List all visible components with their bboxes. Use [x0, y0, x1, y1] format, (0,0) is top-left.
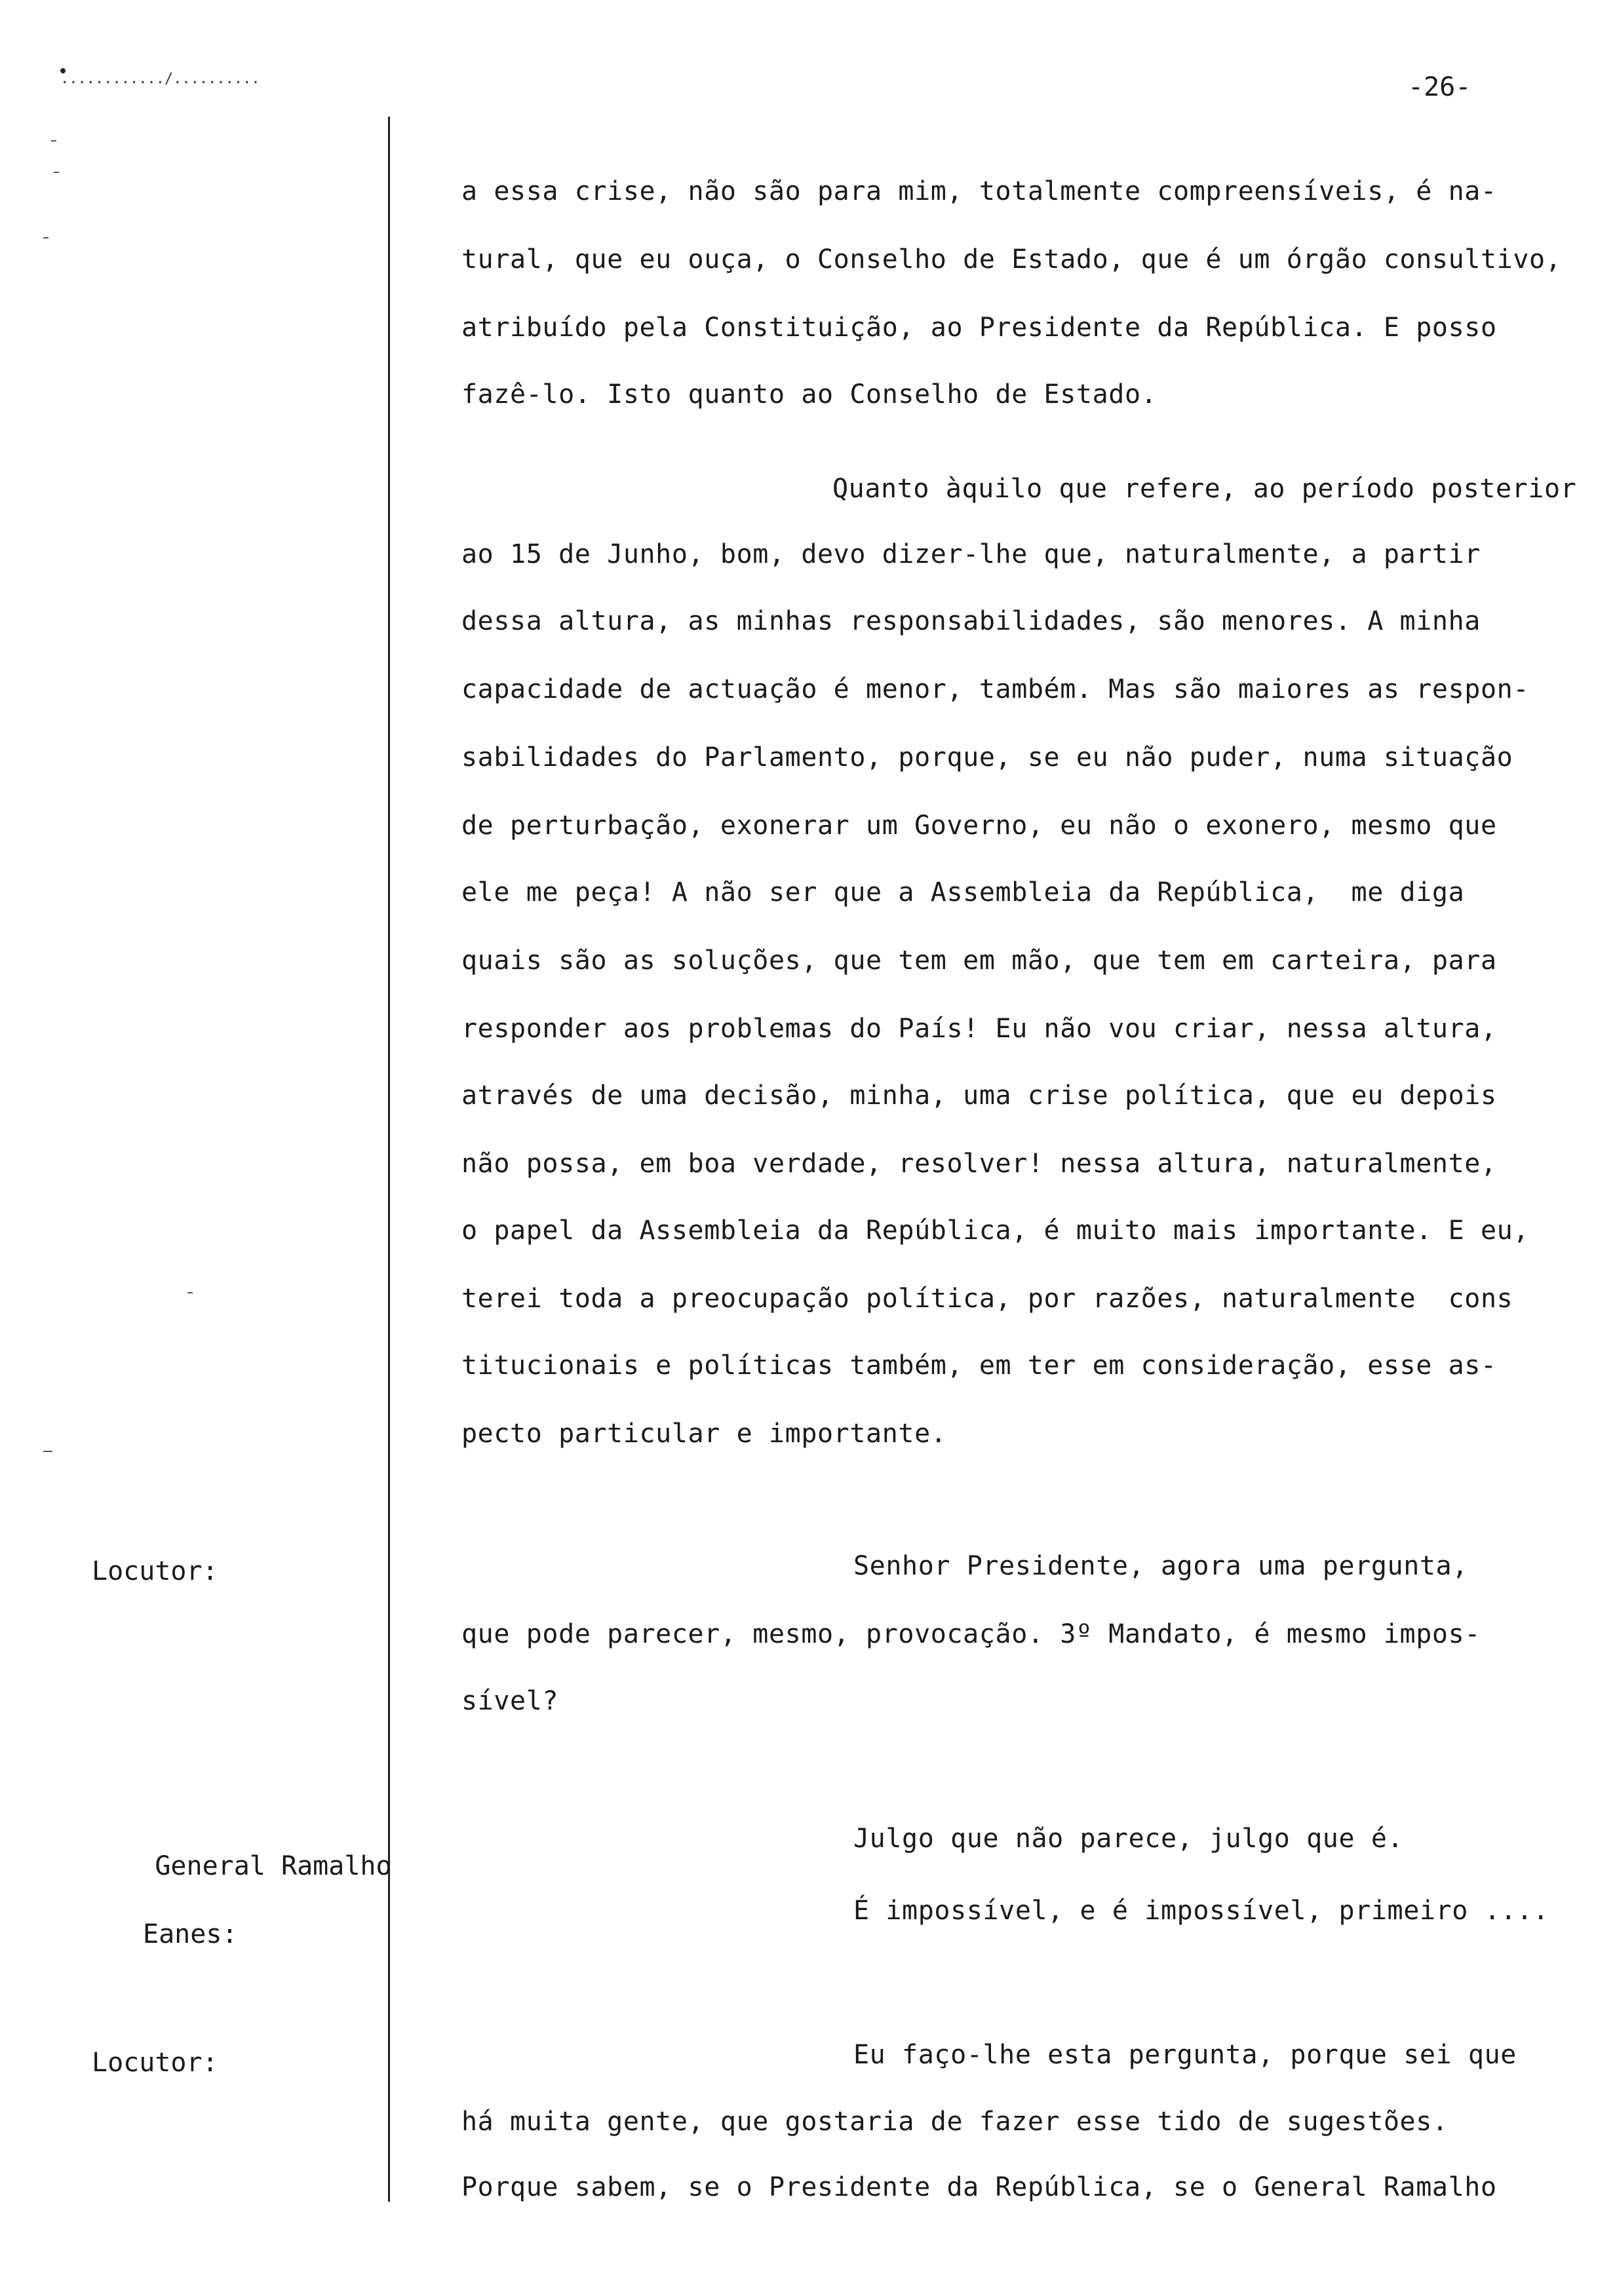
- text-line: fazê-lo. Isto quanto ao Conselho de Estado.: [461, 379, 1158, 410]
- margin-tick: [43, 1451, 52, 1452]
- text-line: Julgo que não parece, julgo que é.: [853, 1824, 1404, 1854]
- margin-tick: [43, 237, 49, 239]
- text-line: através de uma decisão, minha, uma crise política, que eu depois: [461, 1081, 1497, 1111]
- text-line: Quanto àquilo que refere, ao período posterior: [832, 474, 1577, 504]
- text-line: responder aos problemas do País! Eu não vou criar, nessa altura,: [461, 1014, 1497, 1044]
- text-line: sabilidades do Parlamento, porque, se eu não puder, numa situação: [461, 742, 1513, 773]
- speaker-name-line2: Eanes:: [143, 1919, 238, 1949]
- speaker-label: Locutor:: [92, 2048, 218, 2078]
- text-line: Porque sabem, se o Presidente da República, se o General Ramalho: [461, 2172, 1497, 2202]
- text-line: o papel da Assembleia da República, é muito mais importante. E eu,: [461, 1215, 1530, 1246]
- text-line: É impossível, e é impossível, primeiro ....: [853, 1896, 1549, 1926]
- margin-tick: [187, 1292, 193, 1293]
- top-mark: ............/..........: [60, 71, 260, 87]
- text-line: dessa altura, as minhas responsabilidades, são menores. A minha: [461, 606, 1481, 636]
- speaker-label: [92, 1827, 392, 2000]
- margin-tick: [51, 140, 56, 142]
- text-line: a essa crise, não são para mim, totalmente compreensíveis, é na-: [461, 176, 1497, 206]
- text-line: Senhor Presidente, agora uma pergunta,: [853, 1551, 1468, 1581]
- text-line: atribuído pela Constituição, ao Presidente da República. E posso: [461, 313, 1497, 343]
- text-line: há muita gente, que gostaria de fazer esse tido de sugestões.: [461, 2107, 1449, 2137]
- text-line: titucionais e políticas também, em ter em consideração, esse as-: [461, 1350, 1497, 1381]
- text-line: pecto particular e importante.: [461, 1419, 947, 1449]
- speaker-name: General Ramalho: [155, 1851, 392, 1881]
- text-line: terei toda a preocupação política, por razões, naturalmente cons: [461, 1284, 1513, 1314]
- text-line: não possa, em boa verdade, resolver! nessa altura, naturalmente,: [461, 1149, 1497, 1179]
- text-line: de perturbação, exonerar um Governo, eu não o exonero, mesmo que: [461, 811, 1497, 841]
- text-line: Eu faço-lhe esta pergunta, porque sei que: [853, 2040, 1517, 2070]
- margin-tick: [54, 172, 59, 173]
- text-line: que pode parecer, mesmo, provocação. 3º Mandato, é mesmo impos-: [461, 1619, 1481, 1649]
- speaker-label: Locutor:: [92, 1556, 218, 1586]
- text-line: tural, que eu ouça, o Conselho de Estado, que é um órgão consultivo,: [461, 244, 1562, 275]
- text-line: ao 15 de Junho, bom, devo dizer-lhe que, naturalmente, a partir: [461, 539, 1481, 569]
- text-line: sível?: [461, 1686, 559, 1716]
- text-line: capacidade de actuação é menor, também. Mas são maiores as respon-: [461, 674, 1530, 704]
- text-line: ele me peça! A não ser que a Assembleia da República, me diga: [461, 877, 1465, 908]
- page-number: -26-: [1408, 72, 1471, 102]
- text-line: quais são as soluções, que tem em mão, que tem em carteira, para: [461, 946, 1497, 976]
